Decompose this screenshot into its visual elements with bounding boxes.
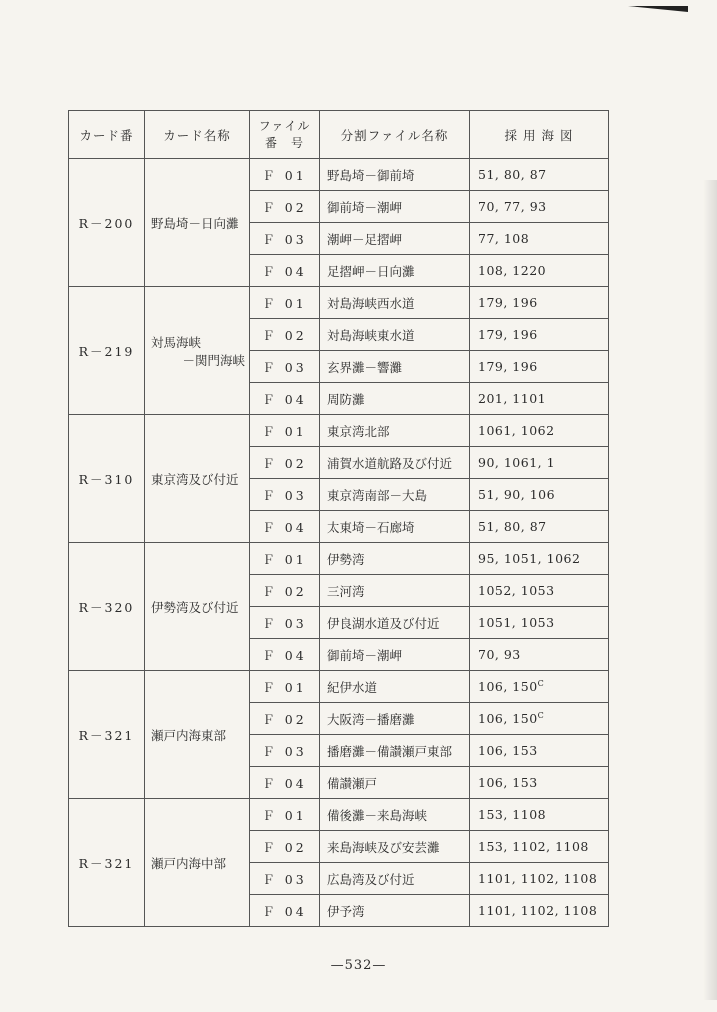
charts-text: 179, 196	[478, 327, 538, 342]
file-name-cell: 広島湾及び付近	[320, 863, 470, 895]
file-number-cell: Ｆ 01	[250, 159, 320, 191]
charts-cell	[470, 415, 609, 447]
table-row	[69, 543, 609, 575]
file-number-cell: Ｆ 04	[250, 895, 320, 927]
file-name-cell: 太東埼－石廊埼	[320, 511, 470, 543]
file-name-cell: 東京湾北部	[320, 415, 470, 447]
charts-cell	[470, 575, 609, 607]
charts-cell	[470, 511, 609, 543]
charts-cell	[470, 255, 609, 287]
table-row	[69, 415, 609, 447]
charts-text: 153, 1102, 1108	[478, 839, 589, 854]
file-name-cell: 浦賀水道航路及び付近	[320, 447, 470, 479]
charts-cell	[470, 159, 609, 191]
file-number-cell: Ｆ 03	[250, 735, 320, 767]
charts-cell	[470, 223, 609, 255]
charts-cell	[470, 767, 609, 799]
file-name-cell: 伊予湾	[320, 895, 470, 927]
header-card-name: カード名称	[145, 111, 250, 159]
table-body	[69, 159, 609, 927]
card-name-text: 瀬戸内海中部	[151, 855, 227, 871]
charts-cell	[470, 191, 609, 223]
file-number-cell: Ｆ 03	[250, 223, 320, 255]
file-name-cell: 伊勢湾	[320, 543, 470, 575]
file-name-cell: 備讃瀬戸	[320, 767, 470, 799]
charts-superscript: C	[537, 710, 545, 720]
corner-mark	[628, 6, 688, 12]
header-charts-used: 採 用 海 図	[470, 111, 609, 159]
charts-text: 77, 108	[478, 231, 530, 246]
table-header-row	[69, 111, 609, 159]
card-name-cell	[145, 799, 250, 927]
card-number-cell: R－219	[69, 287, 145, 415]
header-file-number-line1: ファイル	[258, 118, 311, 133]
card-name-text: 伊勢湾及び付近	[151, 599, 239, 615]
card-number-cell: R－320	[69, 543, 145, 671]
charts-text: 106, 153	[478, 775, 538, 790]
charts-cell	[470, 607, 609, 639]
file-name-cell: 潮岬－足摺岬	[320, 223, 470, 255]
charts-cell	[470, 831, 609, 863]
file-number-cell: Ｆ 02	[250, 575, 320, 607]
charts-text: 201, 1101	[478, 391, 547, 406]
charts-text: 1061, 1062	[478, 423, 555, 438]
file-number-cell: Ｆ 04	[250, 383, 320, 415]
file-number-cell: Ｆ 02	[250, 319, 320, 351]
file-name-cell: 対島海峡西水道	[320, 287, 470, 319]
file-number-cell: Ｆ 02	[250, 447, 320, 479]
card-name-text: 東京湾及び付近	[151, 471, 239, 487]
charts-text: 1052, 1053	[478, 583, 555, 598]
charts-text: 1101, 1102, 1108	[478, 903, 598, 918]
charts-text: 106, 150	[478, 711, 538, 727]
charts-cell	[470, 735, 609, 767]
file-name-cell: 伊良湖水道及び付近	[320, 607, 470, 639]
charts-text: 51, 80, 87	[478, 167, 547, 182]
file-name-cell: 対島海峡東水道	[320, 319, 470, 351]
file-number-cell: Ｆ 03	[250, 863, 320, 895]
charts-cell	[470, 895, 609, 927]
card-name-text: 野島埼－日向灘	[151, 215, 239, 231]
file-name-cell: 野島埼－御前埼	[320, 159, 470, 191]
charts-cell	[470, 447, 609, 479]
charts-text: 51, 90, 106	[478, 487, 556, 502]
table-row	[69, 287, 609, 319]
table-row	[69, 671, 609, 703]
charts-text: 70, 93	[478, 647, 521, 662]
file-name-cell: 御前埼－潮岬	[320, 191, 470, 223]
file-name-cell: 備後灘－来島海峡	[320, 799, 470, 831]
file-number-cell: Ｆ 04	[250, 767, 320, 799]
charts-text: 106, 150	[478, 679, 538, 695]
card-number-cell: R－321	[69, 671, 145, 799]
file-name-cell: 紀伊水道	[320, 671, 470, 703]
charts-text: 153, 1108	[478, 807, 547, 822]
file-name-cell: 大阪湾－播磨灘	[320, 703, 470, 735]
file-number-cell: Ｆ 01	[250, 671, 320, 703]
binding-shadow	[703, 180, 717, 1000]
charts-text: 108, 1220	[478, 263, 547, 278]
table-row	[69, 799, 609, 831]
file-number-cell: Ｆ 03	[250, 351, 320, 383]
card-number-cell: R－321	[69, 799, 145, 927]
charts-text: 90, 1061, 1	[478, 455, 556, 470]
charts-text: 95, 1051, 1062	[478, 551, 581, 566]
charts-text: 179, 196	[478, 359, 538, 374]
page-number: —532—	[330, 958, 387, 973]
charts-cell	[470, 671, 609, 703]
file-number-cell: Ｆ 04	[250, 255, 320, 287]
charts-cell	[470, 543, 609, 575]
file-number-cell: Ｆ 03	[250, 479, 320, 511]
charts-cell	[470, 351, 609, 383]
charts-text: 106, 153	[478, 743, 538, 758]
charts-cell	[470, 703, 609, 735]
file-number-cell: Ｆ 01	[250, 415, 320, 447]
card-name-cell	[145, 159, 250, 287]
file-number-cell: Ｆ 01	[250, 543, 320, 575]
file-number-cell: Ｆ 01	[250, 799, 320, 831]
file-number-cell: Ｆ 02	[250, 703, 320, 735]
file-name-cell: 御前埼－潮岬	[320, 639, 470, 671]
card-name-text: 瀬戸内海東部	[151, 727, 227, 743]
charts-cell	[470, 319, 609, 351]
table-row	[69, 159, 609, 191]
card-name-cell	[145, 287, 250, 415]
file-name-cell: 周防灘	[320, 383, 470, 415]
charts-cell	[470, 863, 609, 895]
charts-text: 51, 80, 87	[478, 519, 547, 534]
header-file-number-line2: 番 号	[264, 135, 304, 150]
card-name-text-line2: －関門海峡	[182, 352, 245, 368]
header-card-number: カード番	[69, 111, 145, 159]
card-name-cell	[145, 415, 250, 543]
chart-file-table	[68, 110, 609, 927]
charts-cell	[470, 287, 609, 319]
charts-superscript: C	[537, 678, 545, 688]
file-name-cell: 播磨灘－備讃瀬戸東部	[320, 735, 470, 767]
card-number-cell: R－310	[69, 415, 145, 543]
file-name-cell: 足摺岬－日向灘	[320, 255, 470, 287]
card-name-text: 対馬海峡	[151, 334, 202, 350]
file-number-cell: Ｆ 04	[250, 511, 320, 543]
header-file-number	[250, 111, 320, 159]
file-number-cell: Ｆ 02	[250, 831, 320, 863]
charts-text: 70, 77, 93	[478, 199, 547, 214]
file-name-cell: 三河湾	[320, 575, 470, 607]
file-number-cell: Ｆ 03	[250, 607, 320, 639]
file-number-cell: Ｆ 01	[250, 287, 320, 319]
card-name-cell	[145, 671, 250, 799]
file-number-cell: Ｆ 04	[250, 639, 320, 671]
file-name-cell: 東京湾南部－大島	[320, 479, 470, 511]
charts-cell	[470, 639, 609, 671]
charts-text: 179, 196	[478, 295, 538, 310]
header-split-file-name: 分割ファイル名称	[320, 111, 470, 159]
file-name-cell: 来島海峡及び安芸灘	[320, 831, 470, 863]
charts-cell	[470, 383, 609, 415]
card-number-cell: R－200	[69, 159, 145, 287]
charts-text: 1051, 1053	[478, 615, 555, 630]
charts-cell	[470, 799, 609, 831]
file-number-cell: Ｆ 02	[250, 191, 320, 223]
card-name-cell	[145, 543, 250, 671]
charts-cell	[470, 479, 609, 511]
charts-text: 1101, 1102, 1108	[478, 871, 598, 886]
file-name-cell: 玄界灘－響灘	[320, 351, 470, 383]
